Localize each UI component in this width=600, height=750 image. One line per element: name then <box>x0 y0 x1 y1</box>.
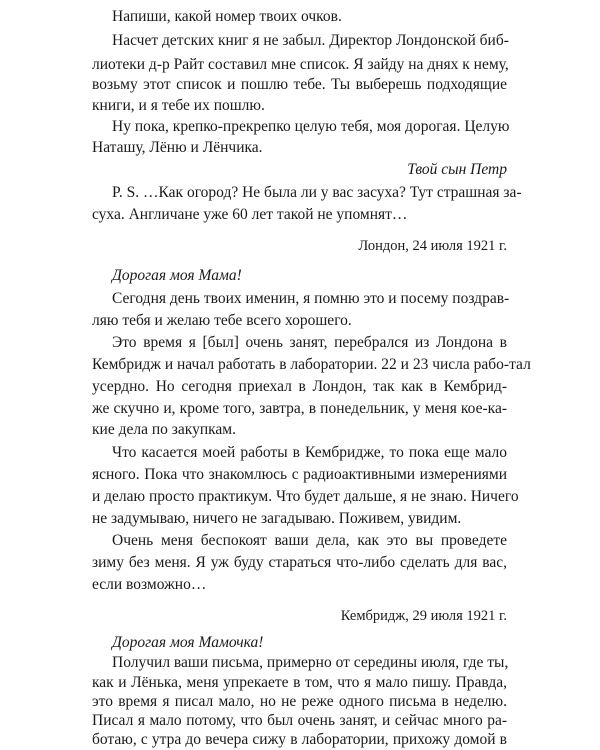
text-line: и делаю просто практикум. Что будет дальше, я не знаю. Ничего <box>92 488 519 505</box>
text-line: суха. Англичане уже 60 лет такой не упомнят… <box>92 206 408 223</box>
text-line: кие дела по закупкам. <box>92 421 236 438</box>
text-line: книги, и я тебе их пошлю. <box>92 97 265 114</box>
letter-salutation: Дорогая моя Мамочка! <box>112 634 264 651</box>
text-line: Напиши, какой номер твоих очков. <box>112 8 342 25</box>
text-line: не задумываю, ничего не загадываю. Поживем, увидим. <box>92 510 462 527</box>
text-line: Получил ваши письма, примерно от середины июля, где ты, <box>112 654 509 671</box>
text-line: же скучно и, кроме того, завтра, в понедельник, у меня кое-ка- <box>92 400 507 417</box>
letter-salutation: Дорогая моя Мама! <box>112 267 242 284</box>
letter-date: Лондон, 24 июля 1921 г. <box>358 238 507 254</box>
letter-signature: Твой сын Петр <box>407 161 507 178</box>
text-line: это время я писал мало, но не реже одного письма в неделю. <box>92 693 507 710</box>
text-line: усердно. Но сегодня приехал в Лондон, так как в Кембрид- <box>92 378 507 395</box>
text-line: Писал я мало потому, что был очень занят, и сейчас много ра- <box>92 712 507 729</box>
letter-date: Кембридж, 29 июля 1921 г. <box>340 608 507 624</box>
text-line: Кембридж и начал работать в лаборатории. 22 и 23 числа рабо-тал <box>92 356 531 373</box>
text-line: ясного. Пока что знакомлюсь с радиоактивными измерениями <box>92 466 507 483</box>
text-line: возьму этот список и пошлю тебе. Ты выберешь подходящие <box>92 76 507 93</box>
text-line: Очень меня беспокоят ваши дела, как это вы проведете <box>112 532 507 549</box>
text-line: Наташу, Лёню и Лёнчика. <box>92 139 263 156</box>
text-line: как и Лёнька, меня упрекаете в том, что я мало пишу. Правда, <box>92 674 507 691</box>
text-line: ляю тебя и желаю тебе всего хорошего. <box>92 312 352 329</box>
text-line: зиму без меня. Я уж буду стараться что-либо сделать для вас, <box>92 554 507 571</box>
text-line: ботаю, с утра до вечера сижу в лаборатории, прихожу домой в <box>92 731 507 748</box>
text-line: P. S. …Как огород? Не была ли у вас засуха? Тут страшная за- <box>112 184 522 201</box>
text-line: лиотеки д-р Райт составил мне список. Я зайду на днях к нему, <box>92 56 509 73</box>
text-line: Это время я [был] очень занят, перебрался из Лондона в <box>112 334 507 351</box>
text-line: если возможно… <box>92 576 207 593</box>
text-line: Сегодня день твоих именин, я помню это и посему поздрав- <box>112 290 510 307</box>
text-line: Ну пока, крепко-прекрепко целую тебя, моя дорогая. Целую <box>112 118 510 135</box>
text-line: Что касается моей работы в Кембридже, то пока еще мало <box>112 444 507 461</box>
text-line: Насчет детских книг я не забыл. Директор Лондонской биб- <box>112 32 509 49</box>
